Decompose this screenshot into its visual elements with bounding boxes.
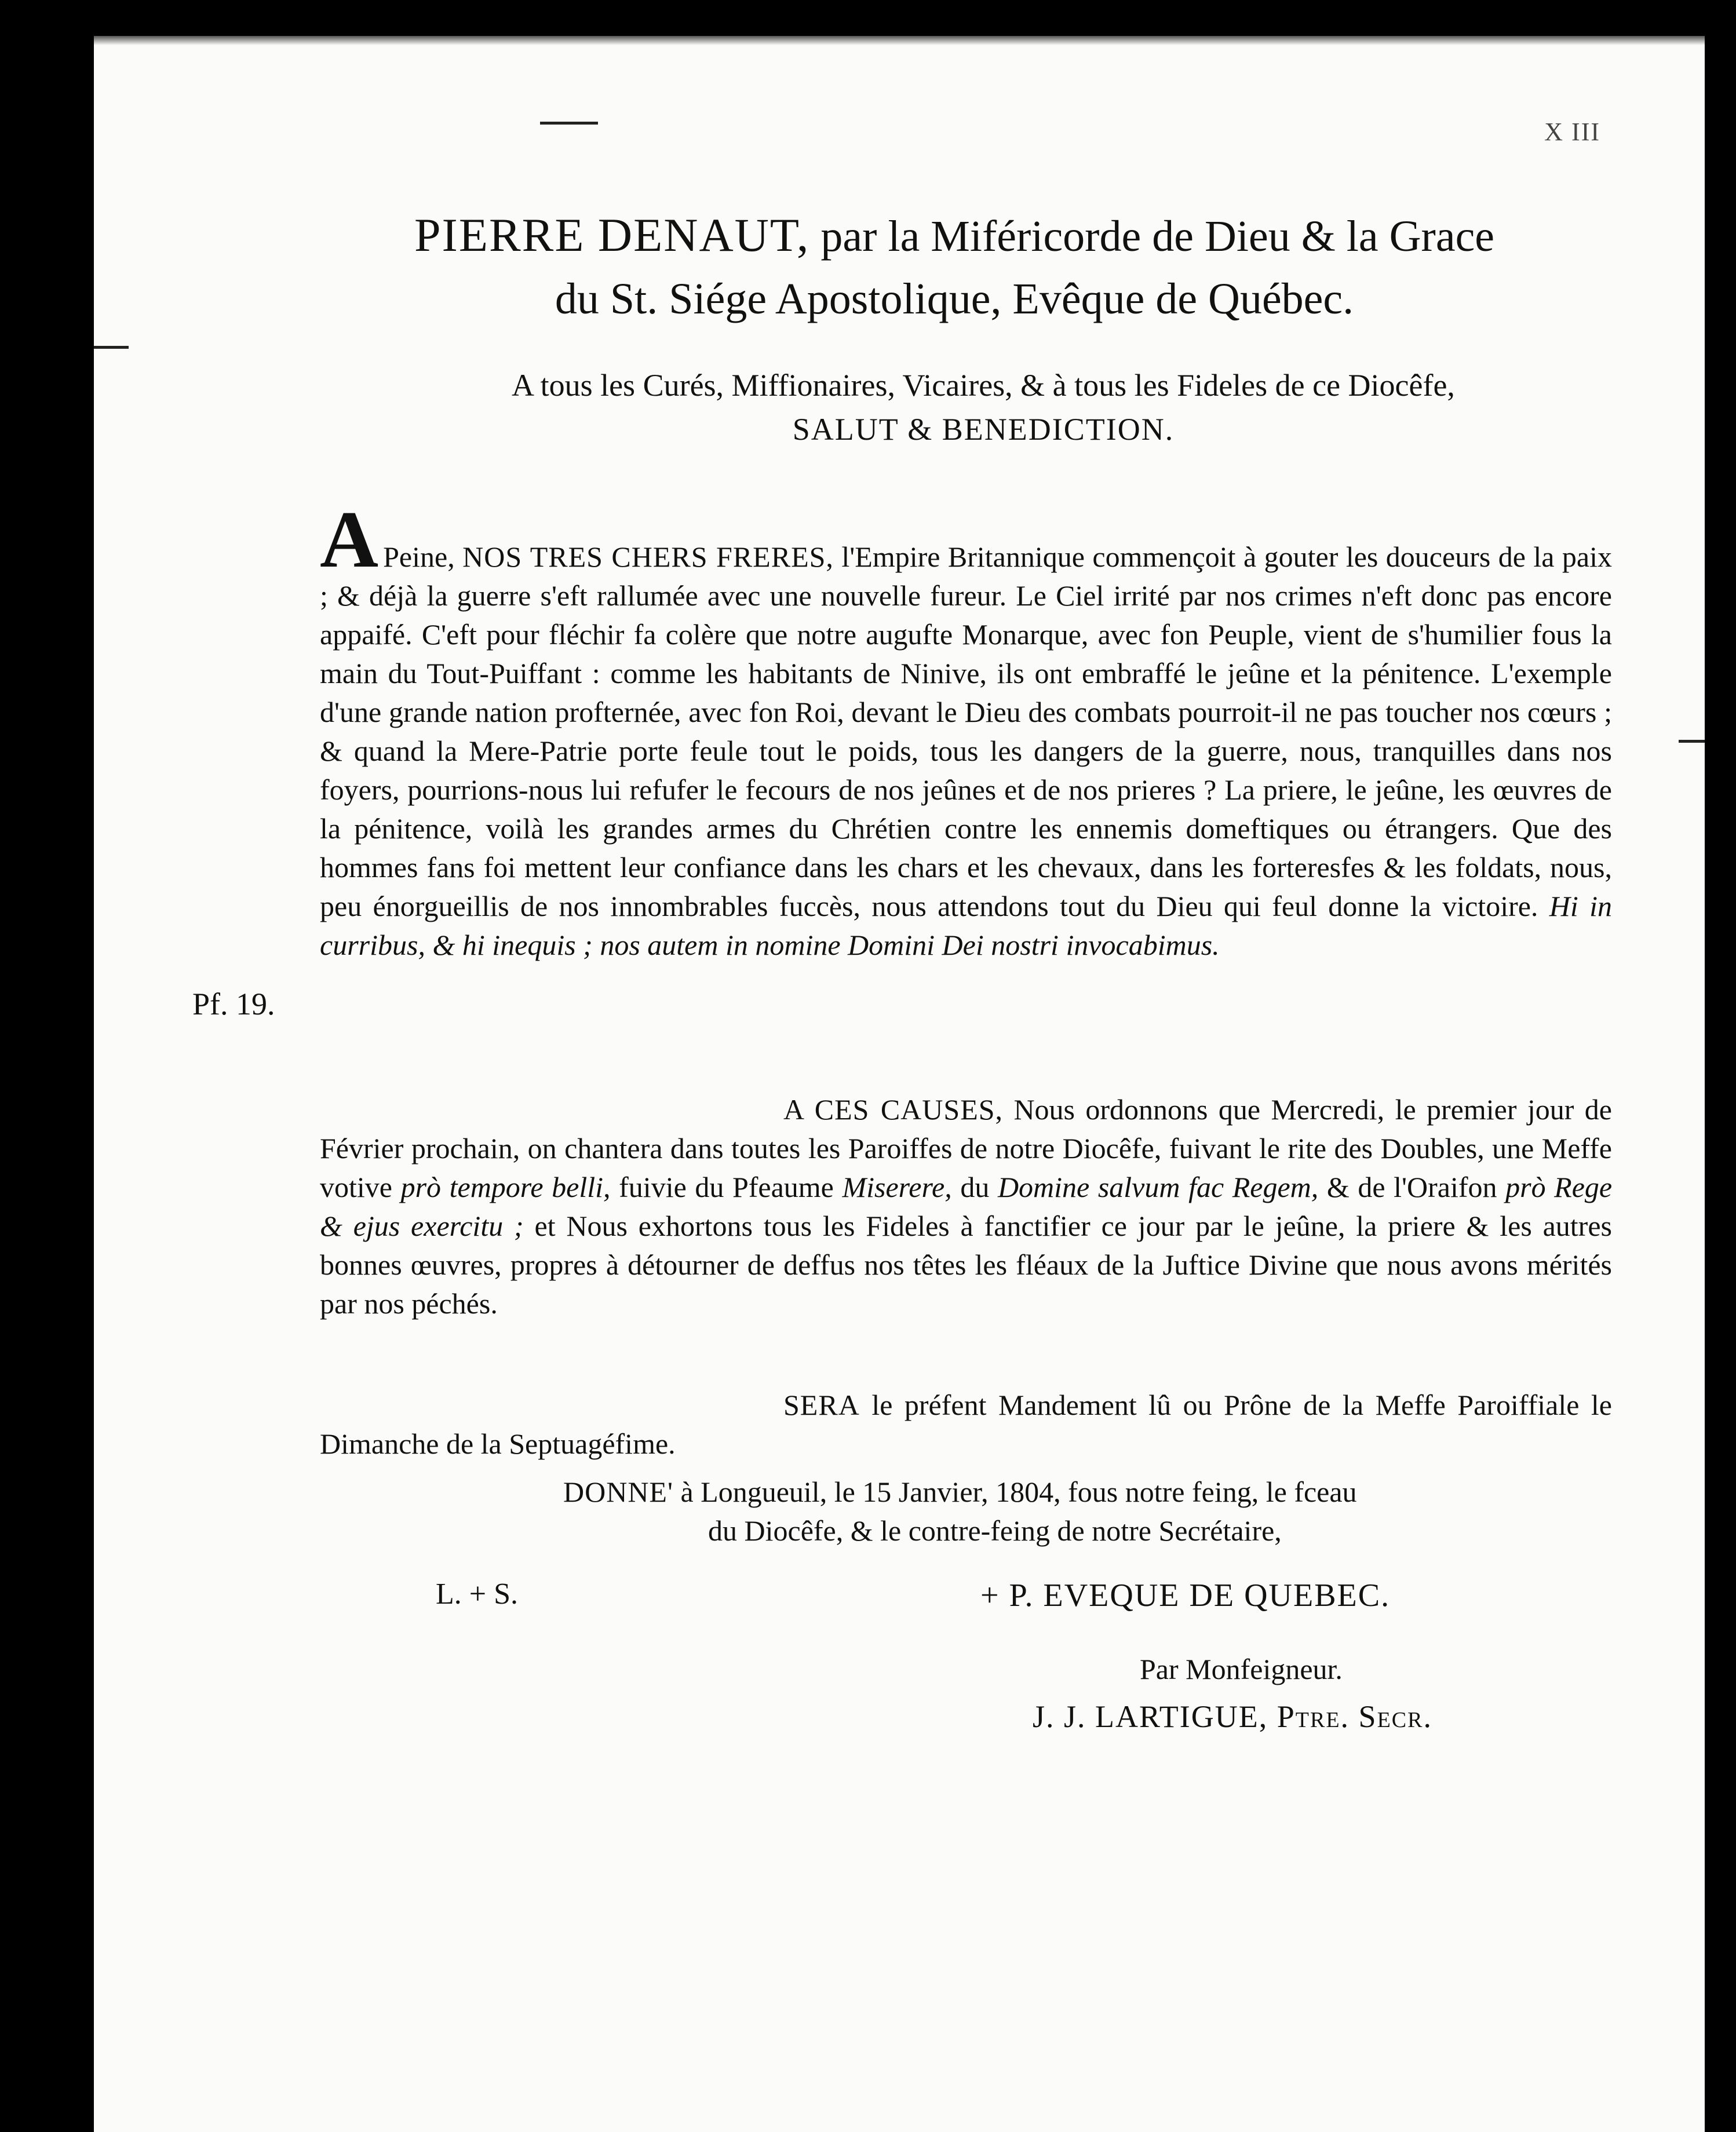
- corner-mark: X III: [1544, 118, 1600, 146]
- p3-text: le préfent Mandement lû ou Prône de la Meffe Paroiffiale le Dimanche de la Septuagéfime.: [320, 1389, 1612, 1460]
- p2-text-d: & de l'Oraifon: [1326, 1171, 1497, 1203]
- p2-text-b: fuivie du Pfeaume: [619, 1171, 834, 1203]
- margin-tick: [94, 346, 129, 349]
- p2-latin-4: prò Rege & ejus exercitu ;: [320, 1171, 1613, 1242]
- margin-tick: [1679, 740, 1705, 743]
- address: [360, 363, 1606, 451]
- p2-latin-1: prò tempore belli,: [400, 1171, 611, 1203]
- paragraph-1: [320, 495, 1613, 965]
- dating-clause: [563, 1473, 1612, 1550]
- p2-latin-2: Miserere,: [842, 1171, 952, 1203]
- bishop-signature: + P. EVEQUE DE QUEBEC.: [980, 1578, 1391, 1613]
- p2-text-e: et Nous exhortons tous les Fideles à fanctifier ce jour par le jeûne, la priere & les autres bonnes œuvres, propres à détourner de deffus nos têtes les fléaux de la Juftice Divine que nous avons mérités par nos péchés.: [320, 1210, 1612, 1320]
- address-line1: A tous les Curés, Miffionaires, Vicaires, & à tous les Fideles de ce Diocêfe,: [512, 368, 1455, 403]
- p1-caps: NOS TRES CHERS FRERES,: [462, 541, 834, 573]
- p2-latin-3: Domine salvum fac Regem,: [997, 1171, 1319, 1203]
- page-title: [317, 204, 1592, 330]
- paragraph-2: [320, 1090, 1612, 1323]
- p1-latin: Hi in curribus, & hi inequis ; nos autem in nomine Domini Dei nostri invocabimus.: [320, 890, 1612, 961]
- paragraph-3: [320, 1386, 1612, 1463]
- par-monseigneur: Par Monfeigneur.: [1140, 1653, 1343, 1685]
- p2-text-a: Nous ordonnons que Mercredi, le premier jour de Février prochain, on chantera dans toutes les Paroiffes de notre Diocêfe, fuivant le rite des Doubles, une Meffe votive: [320, 1093, 1612, 1203]
- p1-lead: Peine,: [383, 541, 455, 573]
- p3-caps: SERA: [783, 1389, 860, 1421]
- title-line2: du St. Siége Apostolique, Evêque de Québec.: [555, 275, 1354, 323]
- margin-note: Pf. 19.: [192, 987, 275, 1021]
- p1-text: l'Empire Britannique commençoit à gouter les douceurs de la paix ; & déjà la guerre s'eft rallumée avec une nouvelle fureur. Le Ciel irrité par nos crimes n'eft donc pas encore appaifé. C'eft pour fléchir fa colère que notre augufte Monarque, avec fon Peuple, vient de s'humilier fous la main du Tout-Puiffant : comme les habitants de Ninive, ils ont embraffé le jeûne et la pénitence. L'exemple d'une grande nation profternée, avec fon Roi, devant le Dieu des combats pourroit-il ne pas toucher nos cœurs ; & quand la Mere-Patrie porte feule tout le poids, tous les dangers de la guerre, nous, tranquilles dans nos foyers, pourrions-nous lui refufer le fecours de nos jeûnes et de nos prieres ? La priere, le jeûne, les œuvres de la pénitence, voilà les grandes armes du Chrétien contre les ennemis domeftiques ou étrangers. Que des hommes fans foi mettent leur confiance dans les chars et les chevaux, dans les forteresfes & les foldats, nous, peu énorgueillis de nos innombrables fuccès, nous attendons tout du Dieu qui feul donne la victoire.: [320, 541, 1613, 922]
- donne-caps: DONNE': [563, 1476, 673, 1508]
- bishop-name: PIERRE DENAUT,: [414, 209, 810, 261]
- salutation: SALUT & BENEDICTION.: [792, 412, 1175, 447]
- seal-mark: L. + S.: [436, 1578, 519, 1611]
- dropcap: A: [320, 495, 379, 585]
- scan-edge: [94, 36, 1705, 45]
- donne-line2: du Diocêfe, & le contre-feing de notre Secrétaire,: [708, 1514, 1282, 1547]
- p2-caps: A CES CAUSES,: [783, 1093, 1004, 1126]
- margin-tick: [540, 122, 598, 125]
- donne-line1: à Longueuil, le 15 Janvier, 1804, fous notre feing, le fceau: [680, 1476, 1357, 1508]
- document-page: [94, 36, 1705, 2132]
- secretary-signature: J. J. LARTIGUE, Ptre. Secr.: [1033, 1699, 1432, 1734]
- p2-text-c: du: [960, 1171, 990, 1203]
- title-rest: par la Miféricorde de Dieu & la Grace: [820, 212, 1495, 261]
